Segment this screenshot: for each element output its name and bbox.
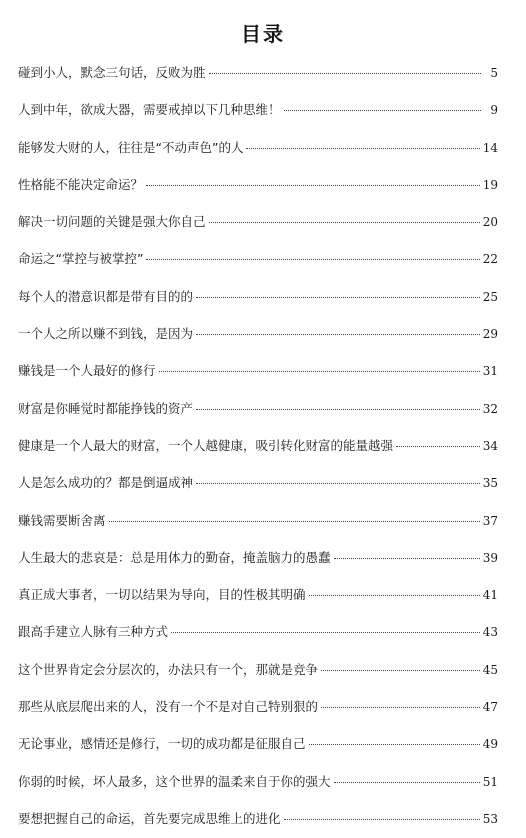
- toc-entry[interactable]: [18, 576, 498, 613]
- toc-entry-title: 人是怎么成功的？都是倒逼成神: [18, 475, 194, 491]
- toc-entry-page: 31: [482, 364, 498, 379]
- toc-entry-page: 53: [482, 811, 498, 826]
- toc-entry-page: 32: [482, 401, 498, 416]
- toc-leader-dots: [196, 409, 480, 410]
- toc-entry-page: 37: [482, 513, 498, 528]
- toc-entry-page: 19: [482, 177, 498, 192]
- toc-leader-dots: [309, 744, 480, 745]
- toc-entry-page: 39: [482, 550, 498, 565]
- toc-list: [18, 54, 498, 837]
- toc-entry[interactable]: [18, 763, 498, 800]
- toc-entry[interactable]: [18, 800, 498, 837]
- toc-leader-dots: [109, 521, 480, 522]
- toc-leader-dots: [321, 670, 480, 671]
- toc-leader-dots: [159, 371, 480, 372]
- toc-entry-title: 真正成大事者，一切以结果为导向，目的性极其明确: [18, 587, 306, 603]
- toc-leader-dots: [171, 632, 480, 633]
- toc-leader-dots: [396, 446, 480, 447]
- toc-entry[interactable]: [18, 613, 498, 650]
- toc-leader-dots: [146, 185, 480, 186]
- toc-entry-page: 5: [490, 66, 498, 80]
- toc-entry-title: 赚钱是一个人最好的修行: [18, 363, 156, 379]
- toc-entry-page: 20: [482, 215, 498, 230]
- toc-entry-title: 赚钱需要断舍离: [18, 512, 106, 528]
- toc-entry-title: 这个世界肯定会分层次的，办法只有一个，那就是竞争: [18, 661, 319, 677]
- toc-entry-page: 29: [482, 327, 498, 342]
- toc-entry-title: 性格能不能决定命运？: [18, 176, 144, 192]
- toc-entry-page: 34: [482, 438, 498, 453]
- toc-entry[interactable]: [18, 54, 498, 91]
- toc-title: 目录: [241, 22, 285, 46]
- toc-entry[interactable]: [18, 315, 498, 352]
- toc-leader-dots: [196, 483, 480, 484]
- toc-entry[interactable]: [18, 539, 498, 576]
- toc-leader-dots: [284, 110, 481, 111]
- toc-leader-dots: [284, 819, 480, 820]
- toc-entry-page: 43: [482, 625, 498, 640]
- toc-entry-page: 9: [490, 103, 498, 118]
- toc-entry[interactable]: [18, 464, 498, 501]
- toc-entry-title: 人到中年，欲成大器，需要戒掉以下几种思维！: [18, 102, 281, 118]
- toc-entry[interactable]: [18, 688, 498, 725]
- toc-entry-title: 碰到小人，默念三句话，反败为胜: [18, 65, 206, 80]
- toc-leader-dots: [321, 707, 480, 708]
- toc-entry-title: 跟高手建立人脉有三种方式: [18, 624, 169, 640]
- toc-leader-dots: [334, 558, 480, 559]
- toc-entry[interactable]: [18, 129, 498, 166]
- toc-entry-title: 你弱的时候，坏人最多，这个世界的温柔来自于你的强大: [18, 773, 331, 789]
- toc-entry-page: 51: [482, 774, 498, 789]
- toc-entry-page: 22: [482, 252, 498, 267]
- toc-leader-dots: [246, 148, 479, 149]
- toc-entry[interactable]: [18, 651, 498, 688]
- toc-entry[interactable]: [18, 352, 498, 389]
- toc-entry-title: 每个人的潜意识都是带有目的的: [18, 288, 194, 304]
- toc-leader-dots: [146, 259, 479, 260]
- toc-entry-title: 解决一切问题的关键是强大你自己: [18, 214, 206, 230]
- toc-entry-title: 要想把握自己的命运，首先要完成思维上的进化: [18, 810, 281, 826]
- toc-entry[interactable]: [18, 502, 498, 539]
- toc-entry-page: 41: [482, 588, 498, 603]
- toc-entry-page: 45: [482, 662, 498, 677]
- toc-entry[interactable]: [18, 240, 498, 277]
- toc-entry-title: 能够发大财的人，往往是“不动声色”的人: [18, 139, 244, 155]
- toc-entry-title: 财富是你睡觉时都能挣钱的资产: [18, 400, 194, 416]
- toc-leader-dots: [196, 334, 480, 335]
- toc-entry[interactable]: [18, 278, 498, 315]
- toc-entry-page: 49: [482, 737, 498, 752]
- toc-entry-title: 健康是一个人最大的财富，一个人越健康，吸引转化财富的能量越强: [18, 437, 394, 453]
- toc-entry-title: 无论事业，感情还是修行，一切的成功都是征服自己: [18, 736, 306, 752]
- toc-entry[interactable]: [18, 427, 498, 464]
- toc-entry[interactable]: [18, 203, 498, 240]
- toc-leader-dots: [334, 782, 480, 783]
- toc-entry-title: 人生最大的悲哀是：总是用体力的勤奋，掩盖脑力的愚蠢: [18, 549, 331, 565]
- toc-entry-title: 命运之“掌控与被掌控”: [18, 251, 144, 267]
- toc-entry[interactable]: [18, 390, 498, 427]
- toc-entry-title: 那些从底层爬出来的人，没有一个不是对自己特别狠的: [18, 699, 319, 715]
- toc-entry-page: 14: [482, 140, 498, 155]
- toc-entry-page: 35: [482, 476, 498, 491]
- toc-entry[interactable]: [18, 725, 498, 762]
- toc-leader-dots: [209, 73, 481, 74]
- toc-leader-dots: [196, 297, 480, 298]
- toc-entry-page: 25: [482, 289, 498, 304]
- toc-entry-page: 47: [482, 700, 498, 715]
- toc-entry[interactable]: [18, 91, 498, 128]
- toc-leader-dots: [209, 222, 480, 223]
- toc-leader-dots: [309, 595, 480, 596]
- toc-entry[interactable]: [18, 166, 498, 203]
- toc-entry-title: 一个人之所以赚不到钱，是因为: [18, 326, 194, 342]
